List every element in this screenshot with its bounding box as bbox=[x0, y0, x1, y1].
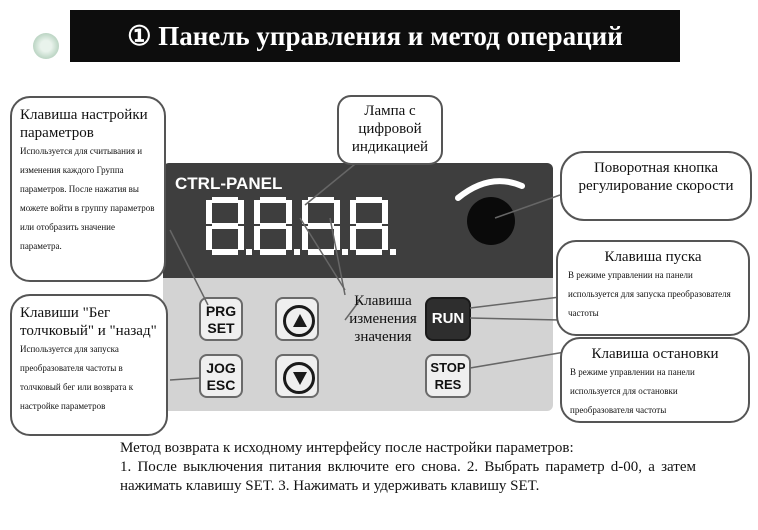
callout-lamp-title: Лампа с цифровой индикацией bbox=[351, 103, 429, 155]
callout-run-key-desc: В режиме управлении на панели используется для запуска преобразователя частоты bbox=[568, 270, 731, 318]
jog-label: JOG bbox=[206, 360, 236, 376]
callout-knob-title: Поворотная кнопка регулирование скорости bbox=[578, 160, 734, 194]
page-title: ① Панель управления и метод операций bbox=[127, 21, 623, 51]
callout-run-key bbox=[556, 240, 750, 336]
panel-name: CTRL-PANEL bbox=[175, 174, 283, 193]
run-label: RUN bbox=[431, 310, 465, 327]
callout-change-key-title: Клавиша изменения значения bbox=[349, 293, 417, 345]
callout-param-key-desc: Используется для считывания и изменения каждого Группа параметров. После нажатия вы можете войти в группу параметров или отобразить значение параметра. bbox=[20, 146, 155, 251]
callout-lamp bbox=[337, 95, 443, 165]
callout-jog-key bbox=[10, 294, 168, 436]
callout-stop-key bbox=[560, 337, 750, 423]
set-label: SET bbox=[207, 320, 235, 336]
callout-run-key-title: Клавиша пуска bbox=[604, 249, 702, 265]
callout-stop-key-title: Клавиша остановки bbox=[591, 346, 719, 362]
instructions-body: 1. После выключения питания включите его снова. 2. Выбрать параметр d-00, а затем нажимать клавишу SET. 3. Нажимать и удерживать клавишу SET. bbox=[120, 459, 696, 494]
instructions-heading: Метод возврата к исходному интерфейсу после настройки параметров: bbox=[120, 440, 574, 456]
res-label: RES bbox=[434, 377, 462, 392]
instructions bbox=[120, 439, 696, 496]
callout-knob bbox=[560, 151, 752, 221]
callout-jog-key-title: Клавиши "Бег толчковый" и "назад" bbox=[20, 305, 157, 339]
callout-change-key bbox=[340, 292, 426, 346]
callout-param-key-title: Клавиша настройки параметров bbox=[20, 107, 148, 141]
prg-label: PRG bbox=[205, 303, 237, 319]
callout-param-key bbox=[10, 96, 166, 282]
callout-jog-key-desc: Используется для запуска преобразователя частоты в толчковый бег или возврата к настройке параметров bbox=[20, 344, 134, 411]
callout-stop-key-desc: В режиме управлении на панели используется для остановки преобразователя частоты bbox=[570, 367, 695, 415]
esc-label: ESC bbox=[206, 377, 236, 393]
stop-label: STOP bbox=[430, 360, 466, 375]
